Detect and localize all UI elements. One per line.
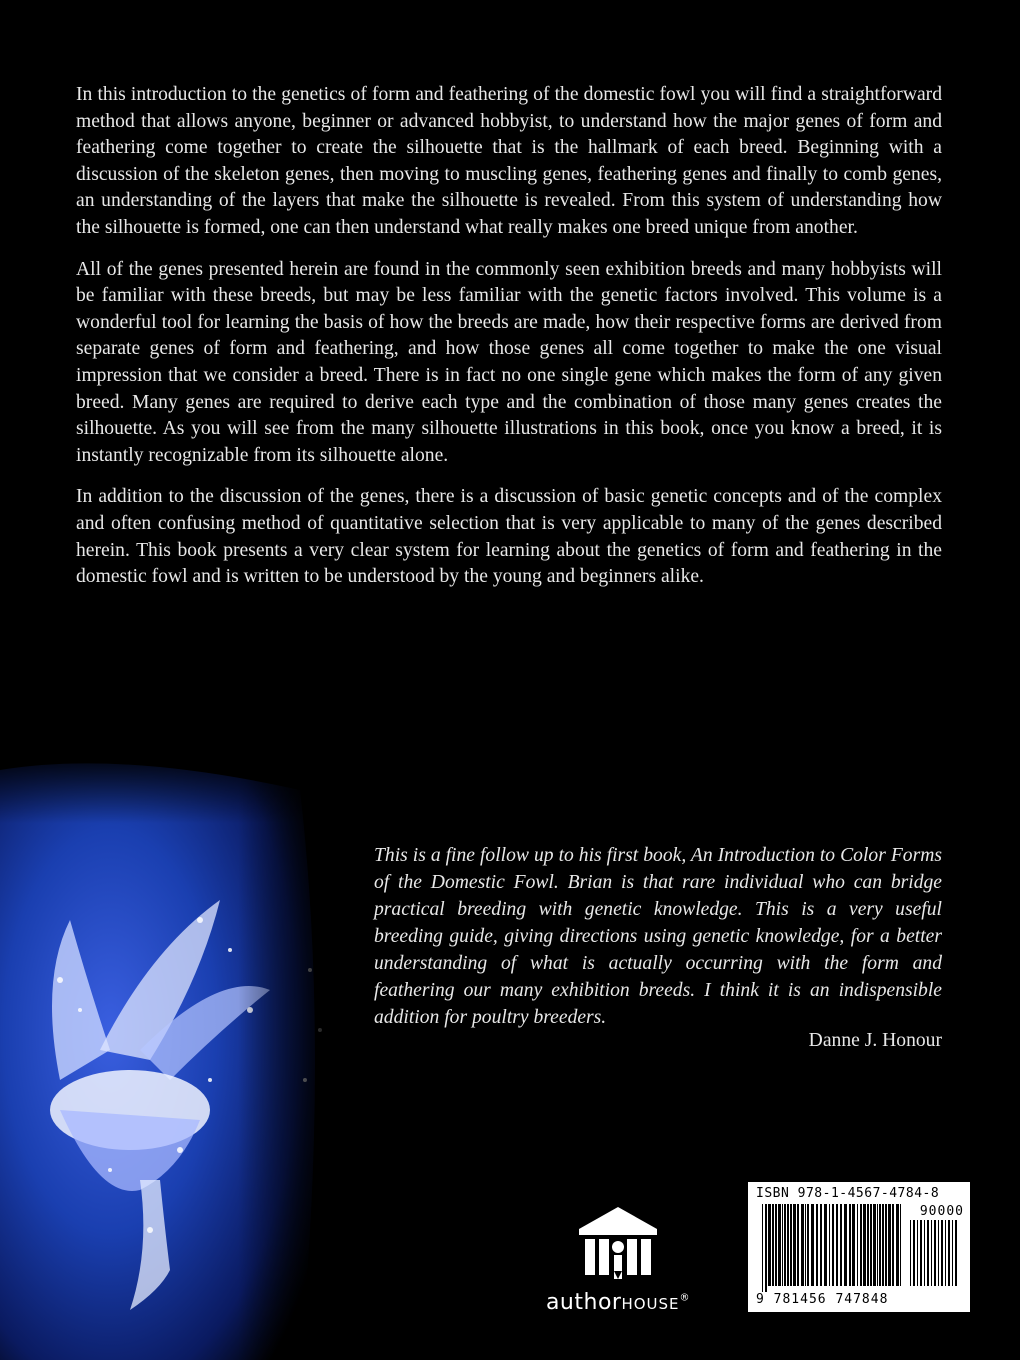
- barcode-bar: [811, 1204, 814, 1286]
- barcode-bar: [873, 1204, 876, 1286]
- blurb-paragraph-2: All of the genes presented herein are found in the commonly seen exhibition breeds and many hobbyists will be familiar with these breeds, but may be less familiar with the genetic factors involved. This volume is a wonderful tool for learning the basis of how the breeds are made, how their respective forms are derived from separate genes of form and feathering, and how those genes all come together to make the one visual impression that we consider a breed. There is in fact no one single gene which makes the form of any given breed. Many genes are required to derive each type and the combination of those many genes creates the silhouette. As you will see from the many silhouette illustrations in this book, once you know a breed, it is instantly recognizable from its silhouette alone.: [76, 258, 942, 466]
- barcode-bar: [778, 1204, 781, 1286]
- addon-barcode-bar: [927, 1220, 929, 1286]
- barcode-bar: [772, 1204, 774, 1286]
- endorsement-quote: [374, 842, 942, 1031]
- barcode-digits: 9 781456 747848: [756, 1292, 889, 1307]
- addon-barcode-bar: [938, 1220, 939, 1286]
- barcode-bar: [879, 1204, 881, 1286]
- barcode-bar: [816, 1204, 818, 1286]
- barcode-bar: [860, 1204, 862, 1286]
- barcode-icon: [762, 1204, 958, 1292]
- barcode-bar: [797, 1204, 799, 1286]
- barcode-bar: [892, 1204, 894, 1286]
- barcode-bar: [867, 1204, 869, 1286]
- quote-text: This is a fine follow up to his first book, An Introduction to Color Forms of the Domestic Fowl. Brian is that rare individual who can bridge practical breeding with genetic knowledge. This is a very useful breeding guide, giving directions using genetic knowledge, for a better understanding of what is actually occurring with the form and feathering our many exhibition breeds. I think it is an indispensible addition for poultry breeders.: [374, 845, 942, 1028]
- addon-barcode-bar: [924, 1220, 925, 1286]
- quote-attribution: Danne J. Honour: [808, 1030, 942, 1051]
- authorhouse-logo-icon: [577, 1205, 659, 1281]
- addon-barcode-bar: [945, 1220, 946, 1286]
- barcode-bar: [801, 1204, 804, 1286]
- addon-barcode-bar: [910, 1220, 911, 1286]
- barcode-bar: [852, 1204, 855, 1286]
- addon-barcode-bar: [917, 1220, 918, 1286]
- blurb-paragraph-3: In addition to the discussion of the genes, there is a discussion of basic genetic concepts and of the complex and often confusing method of quantitative selection that is very applicable to many of the genes described herein. This book presents a very clear system for learning about the genetics of form and feathering in the domestic fowl and is written to be understood by the young and beginners alike.: [76, 486, 942, 588]
- barcode-bar: [840, 1204, 842, 1286]
- rooster-photo: [0, 750, 340, 1360]
- barcode-bar: [857, 1204, 858, 1286]
- addon-barcode-bar: [920, 1220, 922, 1286]
- barcode-box: [748, 1182, 970, 1312]
- barcode-bar: [849, 1204, 851, 1286]
- barcode-bar: [900, 1204, 901, 1286]
- barcode-bar: [885, 1204, 887, 1286]
- publisher-name-upper: HOUSE: [621, 1295, 680, 1313]
- barcode-bar: [882, 1204, 884, 1286]
- barcode-bar: [762, 1204, 763, 1292]
- publisher-name: [528, 1290, 708, 1315]
- barcode-bar: [793, 1204, 796, 1286]
- barcode-bar: [775, 1204, 777, 1286]
- addon-barcode-bar: [913, 1220, 915, 1286]
- back-cover-blurb: [76, 82, 942, 606]
- barcode-bar: [888, 1204, 891, 1286]
- barcode-bar: [824, 1204, 827, 1286]
- barcode-bar: [836, 1204, 838, 1286]
- barcode-bar: [782, 1204, 783, 1286]
- barcode-bar: [787, 1204, 789, 1286]
- addon-barcode-bar: [931, 1220, 932, 1286]
- barcode-bar: [896, 1204, 899, 1286]
- barcode-bar: [768, 1204, 771, 1286]
- addon-barcode-bar: [955, 1220, 957, 1286]
- barcode-bar: [877, 1204, 878, 1286]
- addon-barcode-bar: [952, 1220, 953, 1286]
- isbn-label: ISBN 978-1-4567-4784-8: [756, 1186, 940, 1201]
- blurb-paragraph-1: In this introduction to the genetics of form and feathering of the domestic fowl you will find a straightforward method that allows anyone, beginner or advanced hobbyist, to understand how the major genes of form and feathering come together to create the silhouette that is the hallmark of each breed. Beginning with a discussion of the skeleton genes, then moving to muscling genes, feathering genes and finally to comb genes, an understanding of the layers that make the silhouette is revealed. From this system of understanding how the silhouette is formed, one can then understand what really makes one breed unique from another.: [76, 84, 942, 238]
- barcode-bar: [829, 1204, 830, 1286]
- publisher-name-lower: author: [545, 1290, 622, 1315]
- addon-barcode-bar: [934, 1220, 936, 1286]
- barcode-bar: [790, 1204, 792, 1286]
- barcode-bar: [820, 1204, 822, 1286]
- barcode-bar: [805, 1204, 806, 1286]
- barcode-bar: [784, 1204, 786, 1286]
- registered-mark: ®: [679, 1292, 691, 1304]
- publisher-logo: [528, 1205, 708, 1315]
- barcode-bar: [844, 1204, 847, 1286]
- barcode-bar: [832, 1204, 834, 1286]
- addon-barcode-bar: [948, 1220, 950, 1286]
- addon-barcode-bar: [941, 1220, 943, 1286]
- barcode-bar: [870, 1204, 872, 1286]
- barcode-bar: [807, 1204, 809, 1286]
- barcode-bar: [765, 1204, 767, 1292]
- barcode-bar: [863, 1204, 866, 1286]
- price-code: 90000: [919, 1204, 964, 1219]
